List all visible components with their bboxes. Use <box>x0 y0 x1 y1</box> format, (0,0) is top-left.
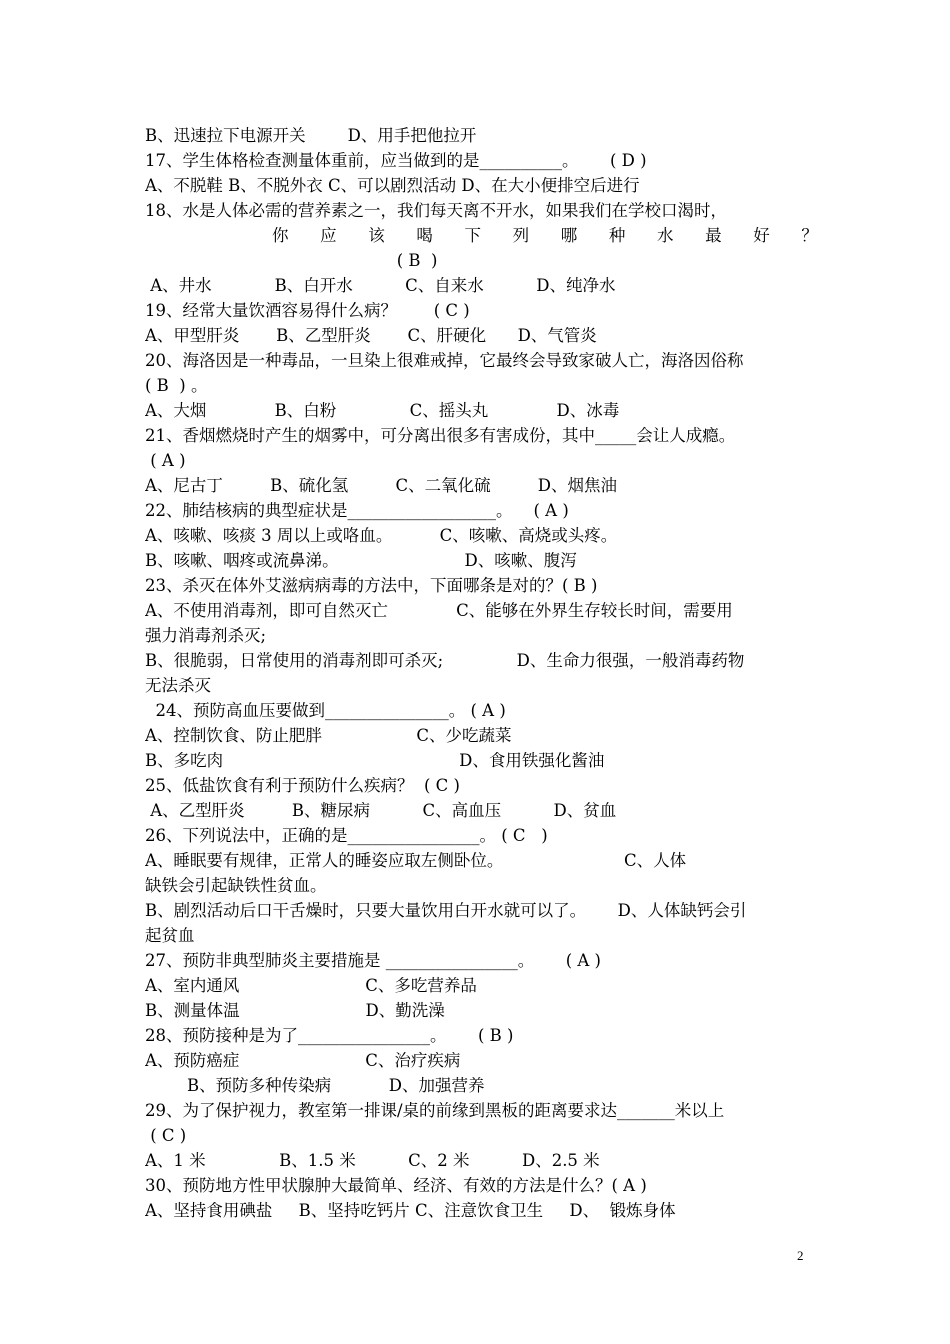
text-line: A、大烟 B、白粉 C、摇头丸 D、冰毒 <box>145 401 620 420</box>
text-line: A、尼古丁 B、硫化氢 C、二氧化硫 D、烟焦油 <box>145 476 618 495</box>
text-line: B、很脆弱，日常使用的消毒剂即可杀灭; D、生命力很强，一般消毒药物 <box>145 651 745 670</box>
justified-char: 好 <box>753 226 770 245</box>
text-line: A、1 米 B、1.5 米 C、2 米 D、2.5 米 <box>145 1151 600 1170</box>
text-line: A、不使用消毒剂，即可自然灭亡 C、能够在外界生存较长时间，需要用 <box>145 601 733 620</box>
text-line: A、预防癌症 C、治疗疾病 <box>145 1051 461 1070</box>
justified-char: 应 <box>320 226 337 245</box>
justified-char: 你 <box>272 226 289 245</box>
text-line: A、乙型肝炎 B、糖尿病 C、高血压 D、贫血 <box>145 801 617 820</box>
justified-char: 种 <box>608 226 626 245</box>
text-line: A、不脱鞋 B、不脱外衣 C、可以剧烈活动 D、在大小便排空后进行 <box>145 176 640 195</box>
text-line: A、坚持食用碘盐 B、坚持吃钙片 C、注意饮食卫生 D、 锻炼身体 <box>145 1201 676 1220</box>
justified-char: 最 <box>705 226 722 245</box>
justified-char: 该 <box>368 226 385 245</box>
justified-char: 水 <box>657 226 674 245</box>
text-line: A、井水 B、白开水 C、自来水 D、纯净水 <box>145 276 616 295</box>
text-line: B、剧烈活动后口干舌燥时，只要大量饮用白开水就可以了。 D、人体缺钙会引 <box>145 901 747 920</box>
justified-char: 喝 <box>416 226 433 245</box>
text-line: 缺铁会引起缺铁性贫血。 <box>145 876 327 895</box>
text-line: 26、下列说法中，正确的是________________。 ( C ) <box>145 826 548 845</box>
text-line: 起贫血 <box>145 926 195 945</box>
text-line: 19、经常大量饮酒容易得什么病？ ( C ) <box>145 301 470 320</box>
text-line: A、睡眠要有规律，正常人的睡姿应取左侧卧位。 C、人体 <box>145 851 687 870</box>
text-line: A、咳嗽、咳痰 3 周以上或咯血。 C、咳嗽、高烧或头疼。 <box>145 526 618 545</box>
text-line: 23、杀灭在体外艾滋病病毒的方法中，下面哪条是对的？( B ) <box>145 576 598 595</box>
justified-char: 哪 <box>560 226 578 245</box>
text-line: 18、水是人体必需的营养素之一，我们每天离不开水，如果我们在学校口渴时， <box>145 201 727 220</box>
justified-char: 列 <box>512 226 530 245</box>
justified-question-line <box>272 225 818 247</box>
text-line: A、室内通风 C、多吃营养品 <box>145 976 477 995</box>
text-line: B、迅速拉下电源开关 D、用手把他拉开 <box>145 126 477 145</box>
text-line: 无法杀灭 <box>145 676 211 695</box>
page-number: 2 <box>797 1248 804 1263</box>
text-line: 25、低盐饮食有利于预防什么疾病？ ( C ) <box>145 776 460 795</box>
text-line: 强力消毒剂杀灭; <box>145 626 267 645</box>
text-line: ( C ) <box>145 1126 187 1145</box>
text-line: 27、预防非典型肺炎主要措施是 ________________。 ( A ) <box>145 951 601 970</box>
text-line: 24、预防高血压要做到_______________。 ( A ) <box>145 701 506 720</box>
text-line: 20、海洛因是一种毒品，一旦染上很难戒掉，它最终会导致家破人亡，海洛因俗称 <box>145 351 744 370</box>
text-line: B、多吃肉 D、食用铁强化酱油 <box>145 751 605 770</box>
text-line: ( B ) 。 <box>145 376 208 395</box>
text-line: A、甲型肝炎 B、乙型肝炎 C、肝硬化 D、气管炎 <box>145 326 597 345</box>
text-line: B、预防多种传染病 D、加强营养 <box>145 1076 485 1095</box>
text-line: 30、预防地方性甲状腺肿大最简单、经济、有效的方法是什么？( A ) <box>145 1176 647 1195</box>
text-line: B、测量体温 D、勤洗澡 <box>145 1001 445 1020</box>
text-line: A、控制饮食、防止肥胖 C、少吃蔬菜 <box>145 726 512 745</box>
text-line: 17、学生体格检查测量体重前，应当做到的是__________。 ( D ) <box>145 151 647 170</box>
text-line: 29、为了保护视力，教室第一排课/桌的前缘到黑板的距离要求达_______米以上 <box>145 1101 725 1120</box>
text-line: 21、香烟燃烧时产生的烟雾中，可分离出很多有害成份，其中_____会让人成瘾。 <box>145 426 736 445</box>
justified-char: ？ <box>801 226 818 245</box>
text-line: 28、预防接种是为了________________。 ( B ) <box>145 1026 514 1045</box>
text-line: ( B ) <box>145 251 438 270</box>
text-line: ( A ) <box>145 451 186 470</box>
justified-char: 下 <box>464 226 481 245</box>
text-line: B、咳嗽、咽疼或流鼻涕。 D、咳嗽、腹泻 <box>145 551 577 570</box>
text-line: 22、肺结核病的典型症状是__________________。 ( A ) <box>145 501 569 520</box>
